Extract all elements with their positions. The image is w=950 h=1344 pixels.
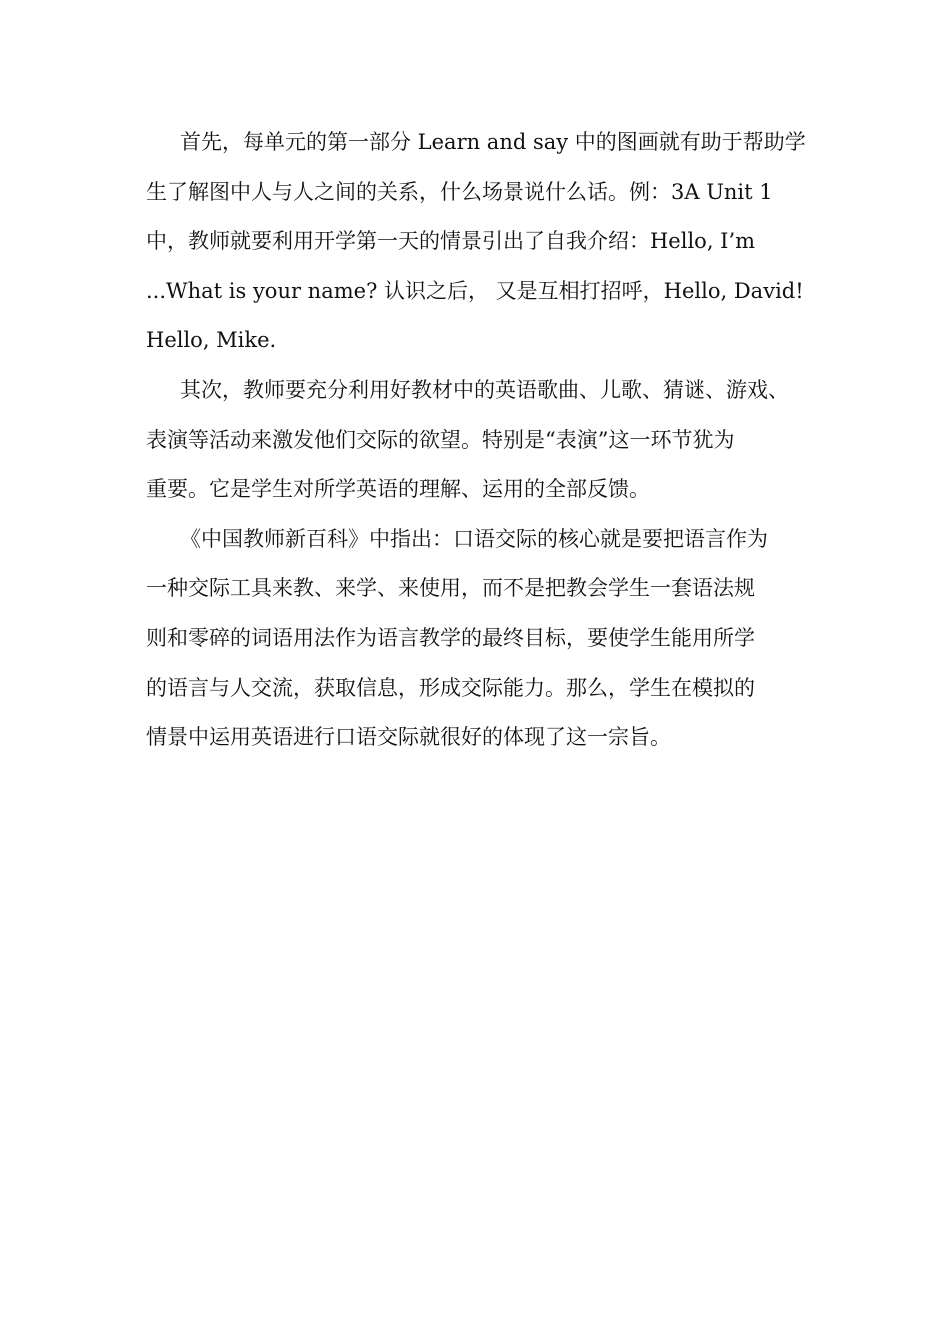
paragraph-line: 则和零碎的词语用法作为语言教学的最终目标，要使学生能用所学 xyxy=(146,625,755,650)
paragraph-3 xyxy=(146,515,826,763)
paragraph-line: 重要。它是学生对所学英语的理解、运用的全部反馈。 xyxy=(146,477,650,502)
paragraph-line: 一种交际工具来教、来学、来使用，而不是把教会学生一套语法规 xyxy=(146,576,755,601)
paragraph-line: 表演等活动来激发他们交际的欲望。特别是“表演”这一环节犹为 xyxy=(146,427,735,452)
paragraph-line: 其次，教师要充分利用好教材中的英语歌曲、儿歌、猜谜、游戏、 xyxy=(180,377,789,402)
paragraph-line: 中，教师就要利用开学第一天的情景引出了自我介绍：Hello, I’m xyxy=(146,229,756,254)
paragraph-2 xyxy=(146,366,826,515)
paragraph-1 xyxy=(146,118,826,366)
document-body xyxy=(146,118,826,763)
paragraph-line: 首先，每单元的第一部分 Learn and say 中的图画就有助于帮助学 xyxy=(180,130,806,154)
paragraph-line: ...What is your name? 认识之后， 又是互相打招呼，Hello, David! xyxy=(146,278,804,303)
paragraph-line: Hello, Mike. xyxy=(146,328,277,353)
paragraph-line: 《中国教师新百科》中指出：口语交际的核心就是要把语言作为 xyxy=(180,526,768,551)
paragraph-line: 生了解图中人与人之间的关系，什么场景说什么话。例：3A Unit 1 xyxy=(146,179,773,204)
paragraph-line: 的语言与人交流，获取信息，形成交际能力。那么，学生在模拟的 xyxy=(146,675,755,700)
paragraph-line: 情景中运用英语进行口语交际就很好的体现了这一宗旨。 xyxy=(146,725,671,750)
